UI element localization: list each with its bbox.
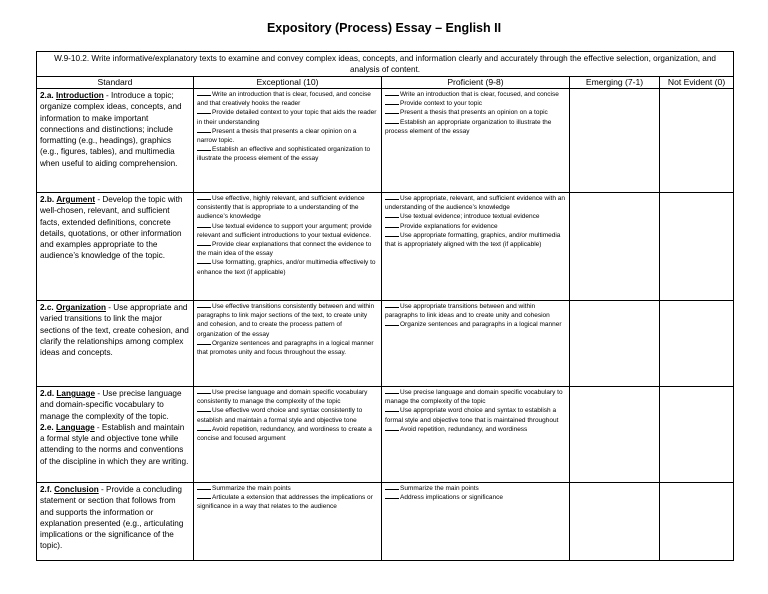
standard-description: - Develop the topic with well-chosen, relevant, and sufficient facts, extended definitions, concrete details, quotations, or other information and examples appropriate to the audience’s knowledge of the topic. <box>40 195 183 261</box>
standard-description: - Use precise language and domain-specific vocabulary to manage the complexity of the topic. <box>40 389 182 421</box>
header-row <box>37 77 734 89</box>
not-evident-cell <box>660 483 734 561</box>
emerging-cell <box>570 483 660 561</box>
criterion-item: Address implications or significance <box>385 493 566 502</box>
criterion-item: Present a thesis that presents a clear opinion on a narrow topic. <box>197 127 357 145</box>
criterion-item: Organize sentences and paragraphs in a logical manner that promotes unity and focus throughout the essay. <box>197 339 374 357</box>
standard-code: 2.b. <box>40 195 55 204</box>
standard-code: 2.a. <box>40 91 54 100</box>
criterion-item: Use precise language and domain specific vocabulary to manage the complexity of the topic <box>385 389 563 406</box>
standard-description: - Provide a concluding statement or section that follows from and supports the information or explanation presented (e.g., articulating implications or the significance of the topic). <box>40 485 184 551</box>
document-title: Expository (Process) Essay – English II <box>266 21 502 35</box>
criterion-item: Establish an effective and sophisticated organization to illustrate the process element of the essay <box>197 146 371 163</box>
standard-description: - Introduce a topic; organize complex ideas, concepts, and information to make important connections and distinctions; include formatting (e.g., headings), graphics (e.g., figures, tables), and multimedia when useful to aiding comprehension. <box>40 91 182 168</box>
standard-cell <box>37 301 194 387</box>
standard-name: Introduction <box>55 91 104 100</box>
standard-cell <box>37 387 194 483</box>
exceptional-cell <box>194 89 382 193</box>
proficient-cell <box>382 301 570 387</box>
not-evident-cell <box>660 387 734 483</box>
criterion-item: Avoid repetition, redundancy, and wordiness <box>385 425 566 434</box>
proficient-cell <box>382 387 570 483</box>
criterion-item: Use appropriate word choice and syntax to establish a formal style and objective tone that is maintained throughout <box>385 407 559 424</box>
criterion-item: Use effective transitions consistently between and within paragraphs to link major sections of the text, to create unity and cohesion, and to create the process pattern of organization of the essay <box>197 303 375 338</box>
header-standard: Standard <box>37 77 194 89</box>
criterion-item: Summarize the main points <box>385 484 566 493</box>
header-not-evident: Not Evident (0) <box>660 77 734 89</box>
standard-description: - Establish and maintain a formal style and objective tone while attending to the norms and conventions of the discipline in which they are writing. <box>40 422 189 466</box>
exceptional-cell <box>194 301 382 387</box>
standard-note-row <box>37 52 734 77</box>
rubric-row-introduction <box>37 89 734 193</box>
proficient-cell <box>382 483 570 561</box>
header-emerging: Emerging (7-1) <box>570 77 660 89</box>
standard-cell <box>37 193 194 301</box>
criterion-item: Provide clear explanations that connect the evidence to the main idea of the essay <box>197 241 372 258</box>
criterion-item: Establish an appropriate organization to illustrate the process element of the essay <box>385 118 552 135</box>
standard-code: 2.e. <box>40 422 54 432</box>
rubric-row-argument <box>37 193 734 301</box>
header-proficient: Proficient (9-8) <box>382 77 570 89</box>
criterion-item: Use effective, highly relevant, and sufficient evidence consistently that is appropriate to a understanding of the audience’s knowledge <box>197 195 365 221</box>
rubric-row-conclusion <box>37 483 734 561</box>
standard-name: Language <box>55 422 95 432</box>
standard-code: 2.c. <box>40 303 54 312</box>
emerging-cell <box>570 193 660 301</box>
rubric-row-organization <box>37 301 734 387</box>
not-evident-cell <box>660 193 734 301</box>
criterion-item: Organize sentences and paragraphs in a logical manner <box>385 320 566 329</box>
standard-cell <box>37 483 194 561</box>
criterion-item: Present a thesis that presents an opinion on a topic <box>385 108 566 117</box>
standard-name: Conclusion <box>54 485 99 494</box>
criterion-item: Use formatting, graphics, and/or multimedia effectively to enhance the text (if applicable) <box>197 259 376 276</box>
rubric-row-language <box>37 387 734 483</box>
exceptional-cell <box>194 483 382 561</box>
header-exceptional: Exceptional (10) <box>194 77 382 89</box>
criterion-item: Use appropriate formatting, graphics, and/or multimedia that is appropriately aligned with the text (if applicable) <box>385 231 561 249</box>
not-evident-cell <box>660 301 734 387</box>
exceptional-cell <box>194 193 382 301</box>
criterion-item: Use textual evidence; introduce textual evidence <box>385 212 566 221</box>
standard-description: - Use appropriate and varied transitions to link the major sections of the text, create cohesion, and clarify the relationships among complex ideas and concepts. <box>40 303 189 358</box>
emerging-cell <box>570 387 660 483</box>
criterion-item: Write an introduction that is clear, focused, and concise and that creatively hooks the reader <box>197 91 371 108</box>
exceptional-cell <box>194 387 382 483</box>
emerging-cell <box>570 301 660 387</box>
criterion-item: Use appropriate, relevant, and sufficient evidence with an understanding of the audience’s knowledge <box>385 195 566 212</box>
proficient-cell <box>382 193 570 301</box>
proficient-cell <box>382 89 570 193</box>
standard-code: 2.d. <box>40 389 55 398</box>
emerging-cell <box>570 89 660 193</box>
rubric-table <box>36 51 734 561</box>
standard-name: Organization <box>55 303 106 312</box>
standard-name: Language <box>56 389 96 398</box>
criterion-item: Use effective word choice and syntax consistently to establish and maintain a formal style and objective tone <box>197 407 363 424</box>
criterion-item: Use textual evidence to support your argument; provide relevant and sufficient introductions to your textual evidence. <box>197 222 372 239</box>
standard-cell <box>37 89 194 193</box>
standard-note: W.9-10.2. Write informative/explanatory texts to examine and convey complex ideas, concepts, and information clearly and accurately through the effective selection, organization, and analysis of content. <box>37 52 734 77</box>
criterion-item: Provide detailed context to your topic that aids the reader in their understanding <box>197 109 377 126</box>
criterion-item: Articulate a extension that addresses the implications or significance in a way that relates to the audience <box>197 494 373 511</box>
criterion-item: Provide context to your topic <box>385 99 566 108</box>
not-evident-cell <box>660 89 734 193</box>
criterion-item: Avoid repetition, redundancy, and wordiness to create a concise and focused argument <box>197 425 372 443</box>
standard-name: Argument <box>56 195 96 204</box>
criterion-item: Provide explanations for evidence <box>385 222 566 231</box>
criterion-item: Summarize the main points <box>197 484 378 493</box>
criterion-item: Use precise language and domain specific vocabulary consistently to manage the complexity of the topic <box>197 389 368 406</box>
standard-code: 2.f. <box>40 485 52 494</box>
criterion-item: Use appropriate transitions between and within paragraphs to link ideas and to create unity and cohesion <box>385 303 550 320</box>
criterion-item: Write an introduction that is clear, focused, and concise <box>385 90 566 99</box>
